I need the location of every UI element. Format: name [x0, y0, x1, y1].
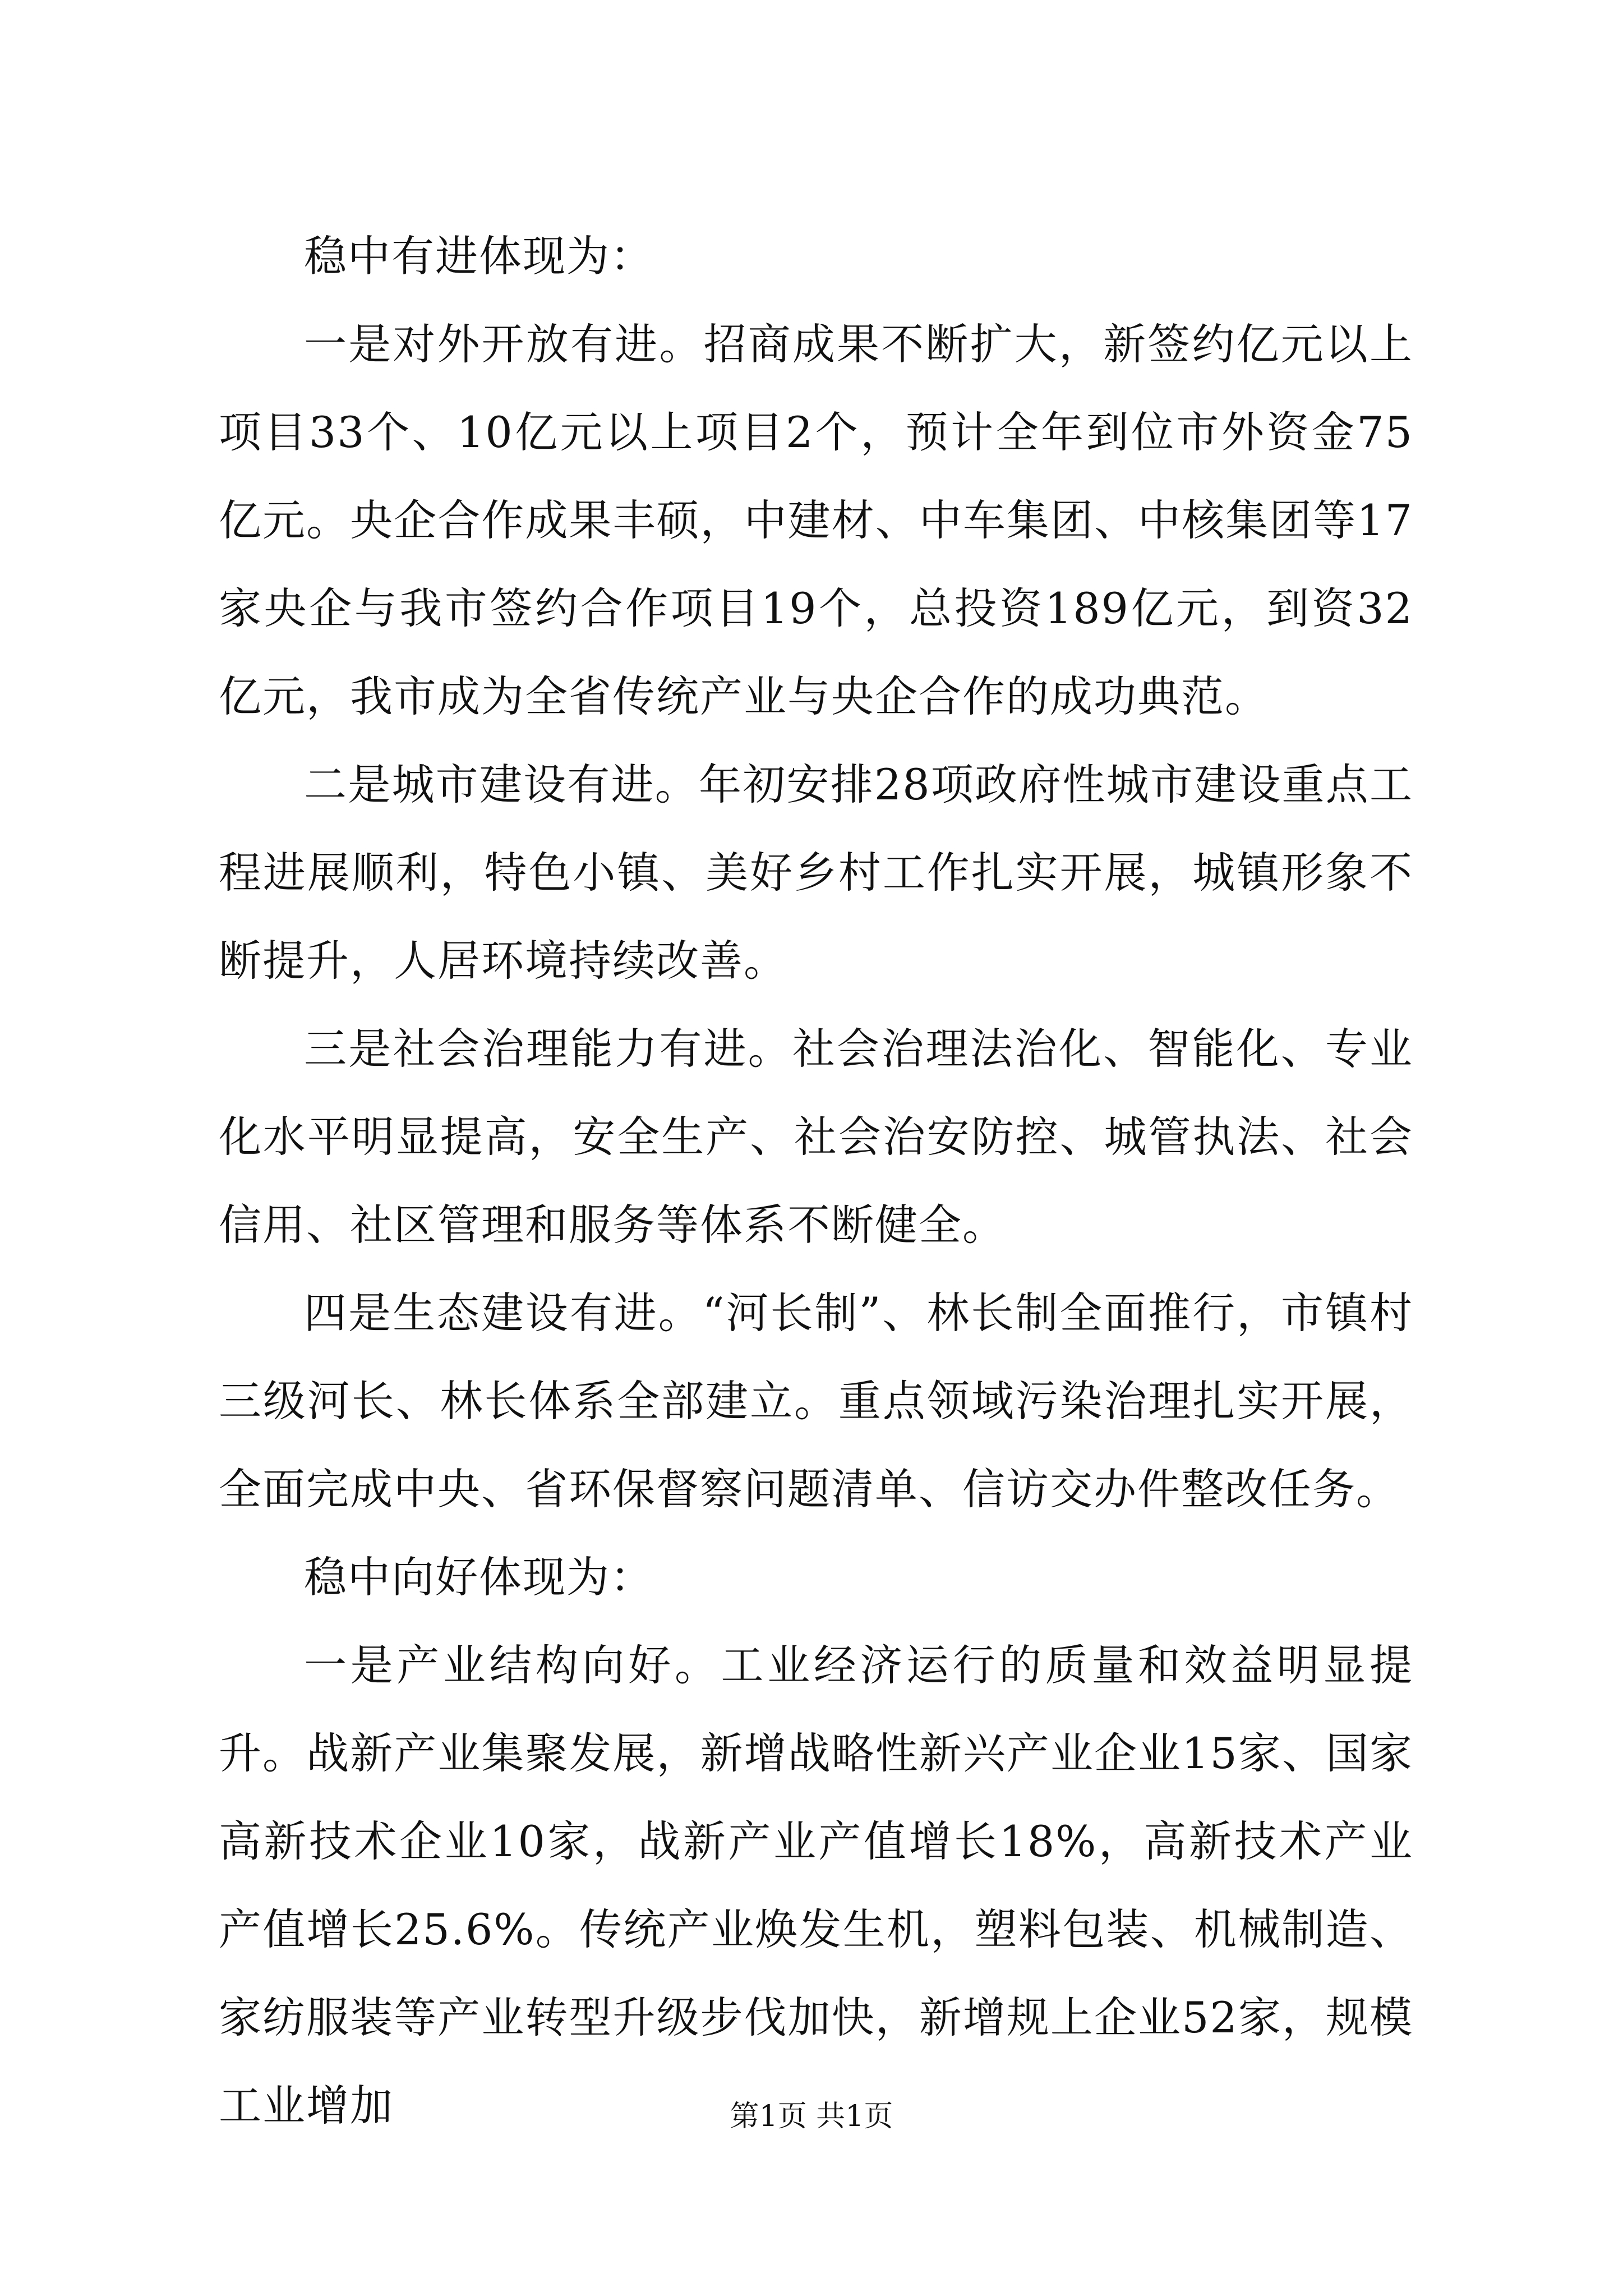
- paragraph-ecology: 四是生态建设有进。“河长制”、林长制全面推行，市镇村三级河长、林长体系全部建立。重点领域污染治理扎实开展，全面完成中央、省环保督察问题清单、信访交办件整改任务。: [219, 1288, 1413, 1514]
- paragraph-intro-progress: 稳中有进体现为：: [304, 231, 654, 281]
- paragraph-opening-up: 一是对外开放有进。招商成果不断扩大，新签约亿元以上项目33个、10亿元以上项目2个，预计全年到位市外资金75亿元。央企合作成果丰硕，中建材、中车集团、中核集团等17家央企与我市签约合作项目19个，总投资189亿元，到资32亿元，我市成为全省传统产业与央企合作的成功典范。: [219, 319, 1413, 721]
- paragraph-social-governance: 三是社会治理能力有进。社会治理法治化、智能化、专业化水平明显提高，安全生产、社会治安防控、城管执法、社会信用、社区管理和服务等体系不断健全。: [219, 1024, 1413, 1250]
- page-footer: 第1页 共1页: [730, 2100, 893, 2133]
- paragraph-intro-improvement: 稳中向好体现为：: [304, 1552, 654, 1602]
- paragraph-industry-structure: 一是产业结构向好。工业经济运行的质量和效益明显提升。战新产业集聚发展，新增战略性新兴产业企业15家、国家高新技术企业10家，战新产业产值增长18%，高新技术产业产值增长25.6%。传统产业焕发生机，塑料包装、机械制造、家纺服装等产业转型升级步伐加快，新增规上企业52家，规模工业增加: [219, 1640, 1413, 2131]
- paragraph-urban-construction: 二是城市建设有进。年初安排28项政府性城市建设重点工程进展顺利，特色小镇、美好乡村工作扎实开展，城镇形象不断提升，人居环境持续改善。: [219, 760, 1413, 986]
- document-body: [219, 212, 1413, 2150]
